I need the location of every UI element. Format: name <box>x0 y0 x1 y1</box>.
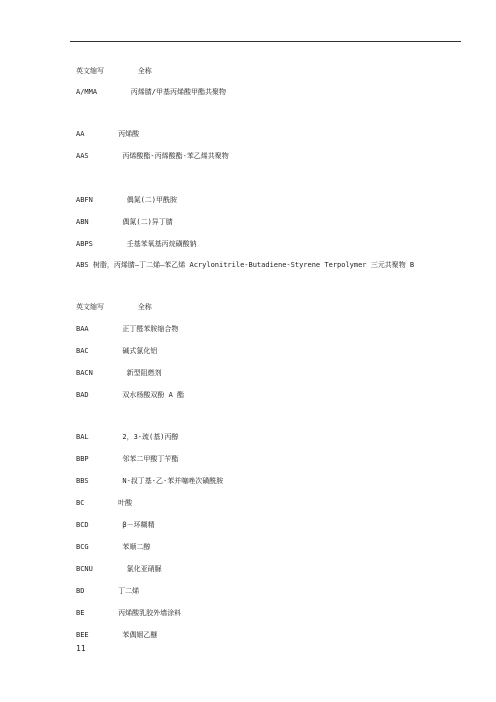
entry-line: BE 丙烯酸乳胶外墙涂料 <box>76 609 182 617</box>
entry-line: AA 丙烯酸 <box>76 130 140 138</box>
entry-line: BAA 正丁醛苯胺缩合物 <box>76 325 179 333</box>
entry-line: ABPS 壬基苯氧基丙烷磺酸钠 <box>76 240 197 248</box>
entry-line: BEE 苯偶姻乙醚 <box>76 631 158 639</box>
entry-line: BCNU 氯化亚硝脲 <box>76 565 162 573</box>
entry-line: AAS 丙烯酸酯-丙烯酸酯-苯乙烯共聚物 <box>76 152 229 160</box>
entry-line: BBP 邻苯二甲酸丁苄酯 <box>76 455 179 463</box>
entry-line: BAC 碱式氯化铝 <box>76 347 158 355</box>
entry-line: BC 叶酸 <box>76 499 133 507</box>
header-rule <box>70 41 461 42</box>
entry-line: BCD β－环糊精 <box>76 521 155 529</box>
entry-line: BAL 2，3-巯(基)丙醇 <box>76 433 179 441</box>
column-header: 英文缩写 全称 <box>76 303 152 311</box>
page-number: 11 <box>76 644 86 653</box>
entry-line: BAD 双水杨酸双酚 A 酯 <box>76 391 185 399</box>
entry-line: A/MMA 丙烯腈/甲基丙烯酸甲酯共聚物 <box>76 88 227 96</box>
entry-line: ABS 树脂，丙烯腈—丁二烯—苯乙烯 Acrylonitrile-Butadiene-Styrene Terpolymer 三元共聚物 B <box>76 261 415 269</box>
entry-line: BCG 苯顺二醇 <box>76 543 151 551</box>
entry-line: ABN 偶氮(二)异丁腈 <box>76 218 173 226</box>
entry-line: BBS N-叔丁基-乙-苯并噻唑次磺酰胺 <box>76 477 224 485</box>
entry-line: BACN 新型阻燃剂 <box>76 369 162 377</box>
entry-line: BD 丁二烯 <box>76 587 140 595</box>
entry-line: ABFN 偶氮(二)甲酰胺 <box>76 196 178 204</box>
column-header: 英文缩写 全称 <box>76 67 152 75</box>
